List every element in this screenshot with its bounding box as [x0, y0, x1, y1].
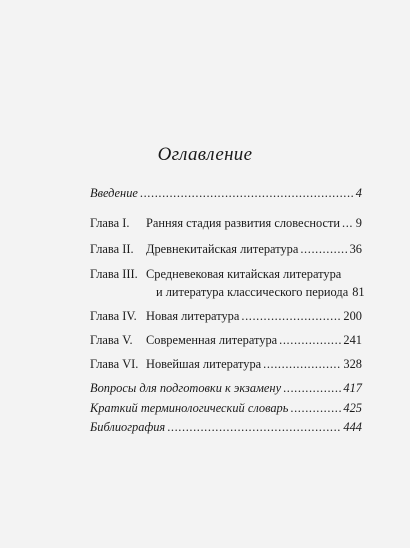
toc-entry-chapter-3: [90, 265, 365, 301]
toc-entry-page: 200: [343, 309, 362, 323]
toc-entry-title: Новая литература: [146, 309, 240, 323]
toc-entry-chapter-6: [90, 355, 362, 373]
toc-entry-chapter-1: [90, 214, 362, 232]
toc-entry-chapter-5: [90, 331, 362, 349]
toc-entry-title: Вопросы для подготовки к экзамену: [90, 381, 282, 395]
toc-entry-page: 417: [343, 381, 362, 395]
dot-leader: [279, 331, 341, 349]
toc-entry-title-line-2: и литература классического периода: [156, 285, 349, 299]
dot-leader: [241, 307, 341, 325]
toc-entry-bibliography: [90, 418, 362, 436]
toc-entry-page: 4: [355, 186, 362, 200]
toc-chapter-number: Глава VI.: [90, 357, 139, 371]
toc-entry-page: 81: [352, 285, 365, 299]
dot-leader: [290, 399, 341, 417]
toc-entry-title: Новейшая литература: [146, 357, 262, 371]
toc-entry-page: 36: [349, 242, 362, 256]
toc-entry-intro: [90, 184, 362, 202]
toc-chapter-number: Глава II.: [90, 242, 134, 256]
toc-entry-chapter-4: [90, 307, 362, 325]
toc-title: Оглавление: [157, 144, 253, 165]
toc-entry-exam-questions: [90, 379, 362, 397]
toc-entry-title-line-1: Средневековая китайская литература: [146, 267, 342, 281]
toc-entry-page: 425: [343, 401, 362, 415]
toc-entry-title: Краткий терминологический словарь: [90, 401, 289, 415]
toc-chapter-number: Глава III.: [90, 267, 138, 281]
toc-entry-title: Ранняя стадия развития словесности: [146, 216, 341, 230]
toc-entry-chapter-2: [90, 240, 362, 258]
dot-leader: [283, 379, 341, 397]
toc-chapter-number: Глава I.: [90, 216, 130, 230]
toc-entry-page: 328: [343, 357, 362, 371]
toc-chapter-number: Глава IV.: [90, 309, 137, 323]
dot-leader: [140, 184, 354, 202]
dot-leader: [167, 418, 341, 436]
toc-entry-title: Современная литература: [146, 333, 278, 347]
dot-leader: [342, 214, 354, 232]
dot-leader: [300, 240, 347, 258]
toc-entry-page: 241: [343, 333, 362, 347]
toc-entry-title: Библиография: [90, 420, 166, 434]
toc-entry-title: Введение: [90, 186, 138, 200]
toc-entry-title: Древнекитайская литература: [146, 242, 299, 256]
toc-entry-page: 9: [355, 216, 362, 230]
toc-chapter-number: Глава V.: [90, 333, 133, 347]
toc-entry-glossary: [90, 399, 362, 417]
dot-leader: [263, 355, 341, 373]
toc-entry-page: 444: [343, 420, 362, 434]
